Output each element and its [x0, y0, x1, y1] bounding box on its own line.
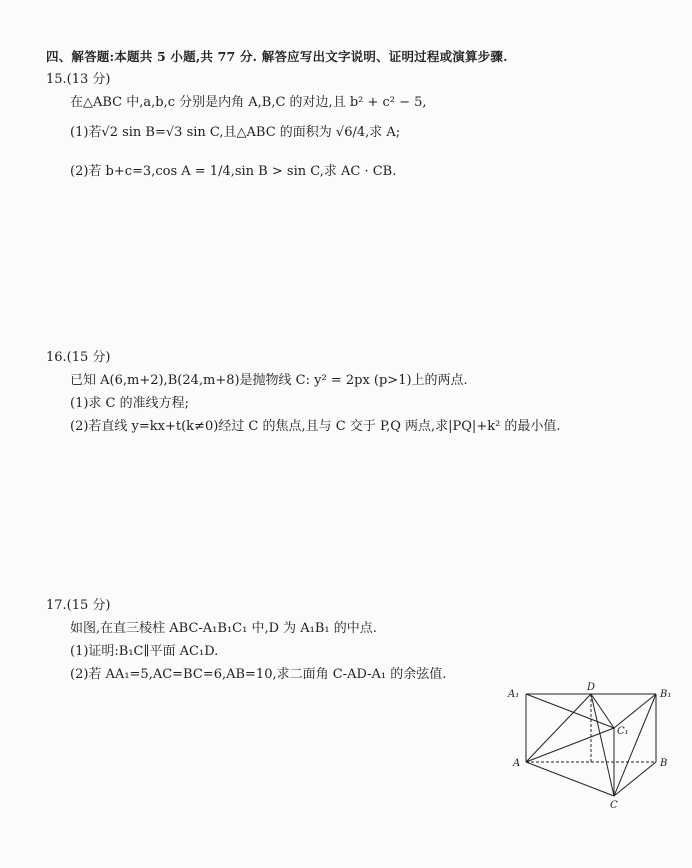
- prism-diagram: [504, 682, 684, 812]
- q17-stem: 如图,在直三棱柱 ABC-A₁B₁C₁ 中,D 为 A₁B₁ 的中点.: [70, 621, 377, 636]
- label-c1: C₁: [617, 726, 629, 737]
- label-d: D: [587, 682, 596, 693]
- q15-stem: 在△ABC 中,a,b,c 分别是内角 A,B,C 的对边,且 b² + c² − 5,: [70, 95, 427, 110]
- section-title: 四、解答题:本题共 5 小题,共 77 分. 解答应写出文字说明、证明过程或演算步骤.: [46, 49, 508, 64]
- label-a1: A₁: [508, 689, 520, 700]
- edge-a-c: [526, 762, 614, 796]
- label-b: B: [660, 758, 668, 769]
- q15-part2: (2)若 b+c=3,cos A = 1/4,sin B > sin C,求 AC · CB.: [70, 164, 397, 179]
- edge-b1-c1: [614, 694, 656, 728]
- label-a: A: [513, 758, 521, 769]
- q16-stem: 已知 A(6,m+2),B(24,m+8)是抛物线 C: y² = 2px (p>1)上的两点.: [70, 373, 468, 388]
- q17-part1: (1)证明:B₁C∥平面 AC₁D.: [70, 644, 219, 659]
- line-b1-c: [614, 694, 656, 796]
- q17-head: 17.(15 分): [46, 598, 111, 613]
- q15-head: 15.(13 分): [46, 72, 111, 87]
- q16-part2: (2)若直线 y=kx+t(k≠0)经过 C 的焦点,且与 C 交于 P,Q 两点,求|PQ|+k² 的最小值.: [70, 419, 561, 434]
- q15-part1: (1)若√2 sin B=√3 sin C,且△ABC 的面积为 √6/4,求 A;: [70, 125, 401, 140]
- q17-part2: (2)若 AA₁=5,AC=BC=6,AB=10,求二面角 C-AD-A₁ 的余弦值.: [70, 667, 447, 682]
- line-a-c1: [526, 728, 614, 762]
- line-d-c: [591, 694, 614, 796]
- q16-head: 16.(15 分): [46, 350, 111, 365]
- edge-a1-c1: [526, 694, 614, 728]
- edge-b-c: [614, 762, 656, 796]
- line-d-a: [526, 694, 591, 762]
- label-c: C: [610, 800, 618, 811]
- q16-part1: (1)求 C 的准线方程;: [70, 396, 190, 411]
- label-b1: B₁: [660, 689, 672, 700]
